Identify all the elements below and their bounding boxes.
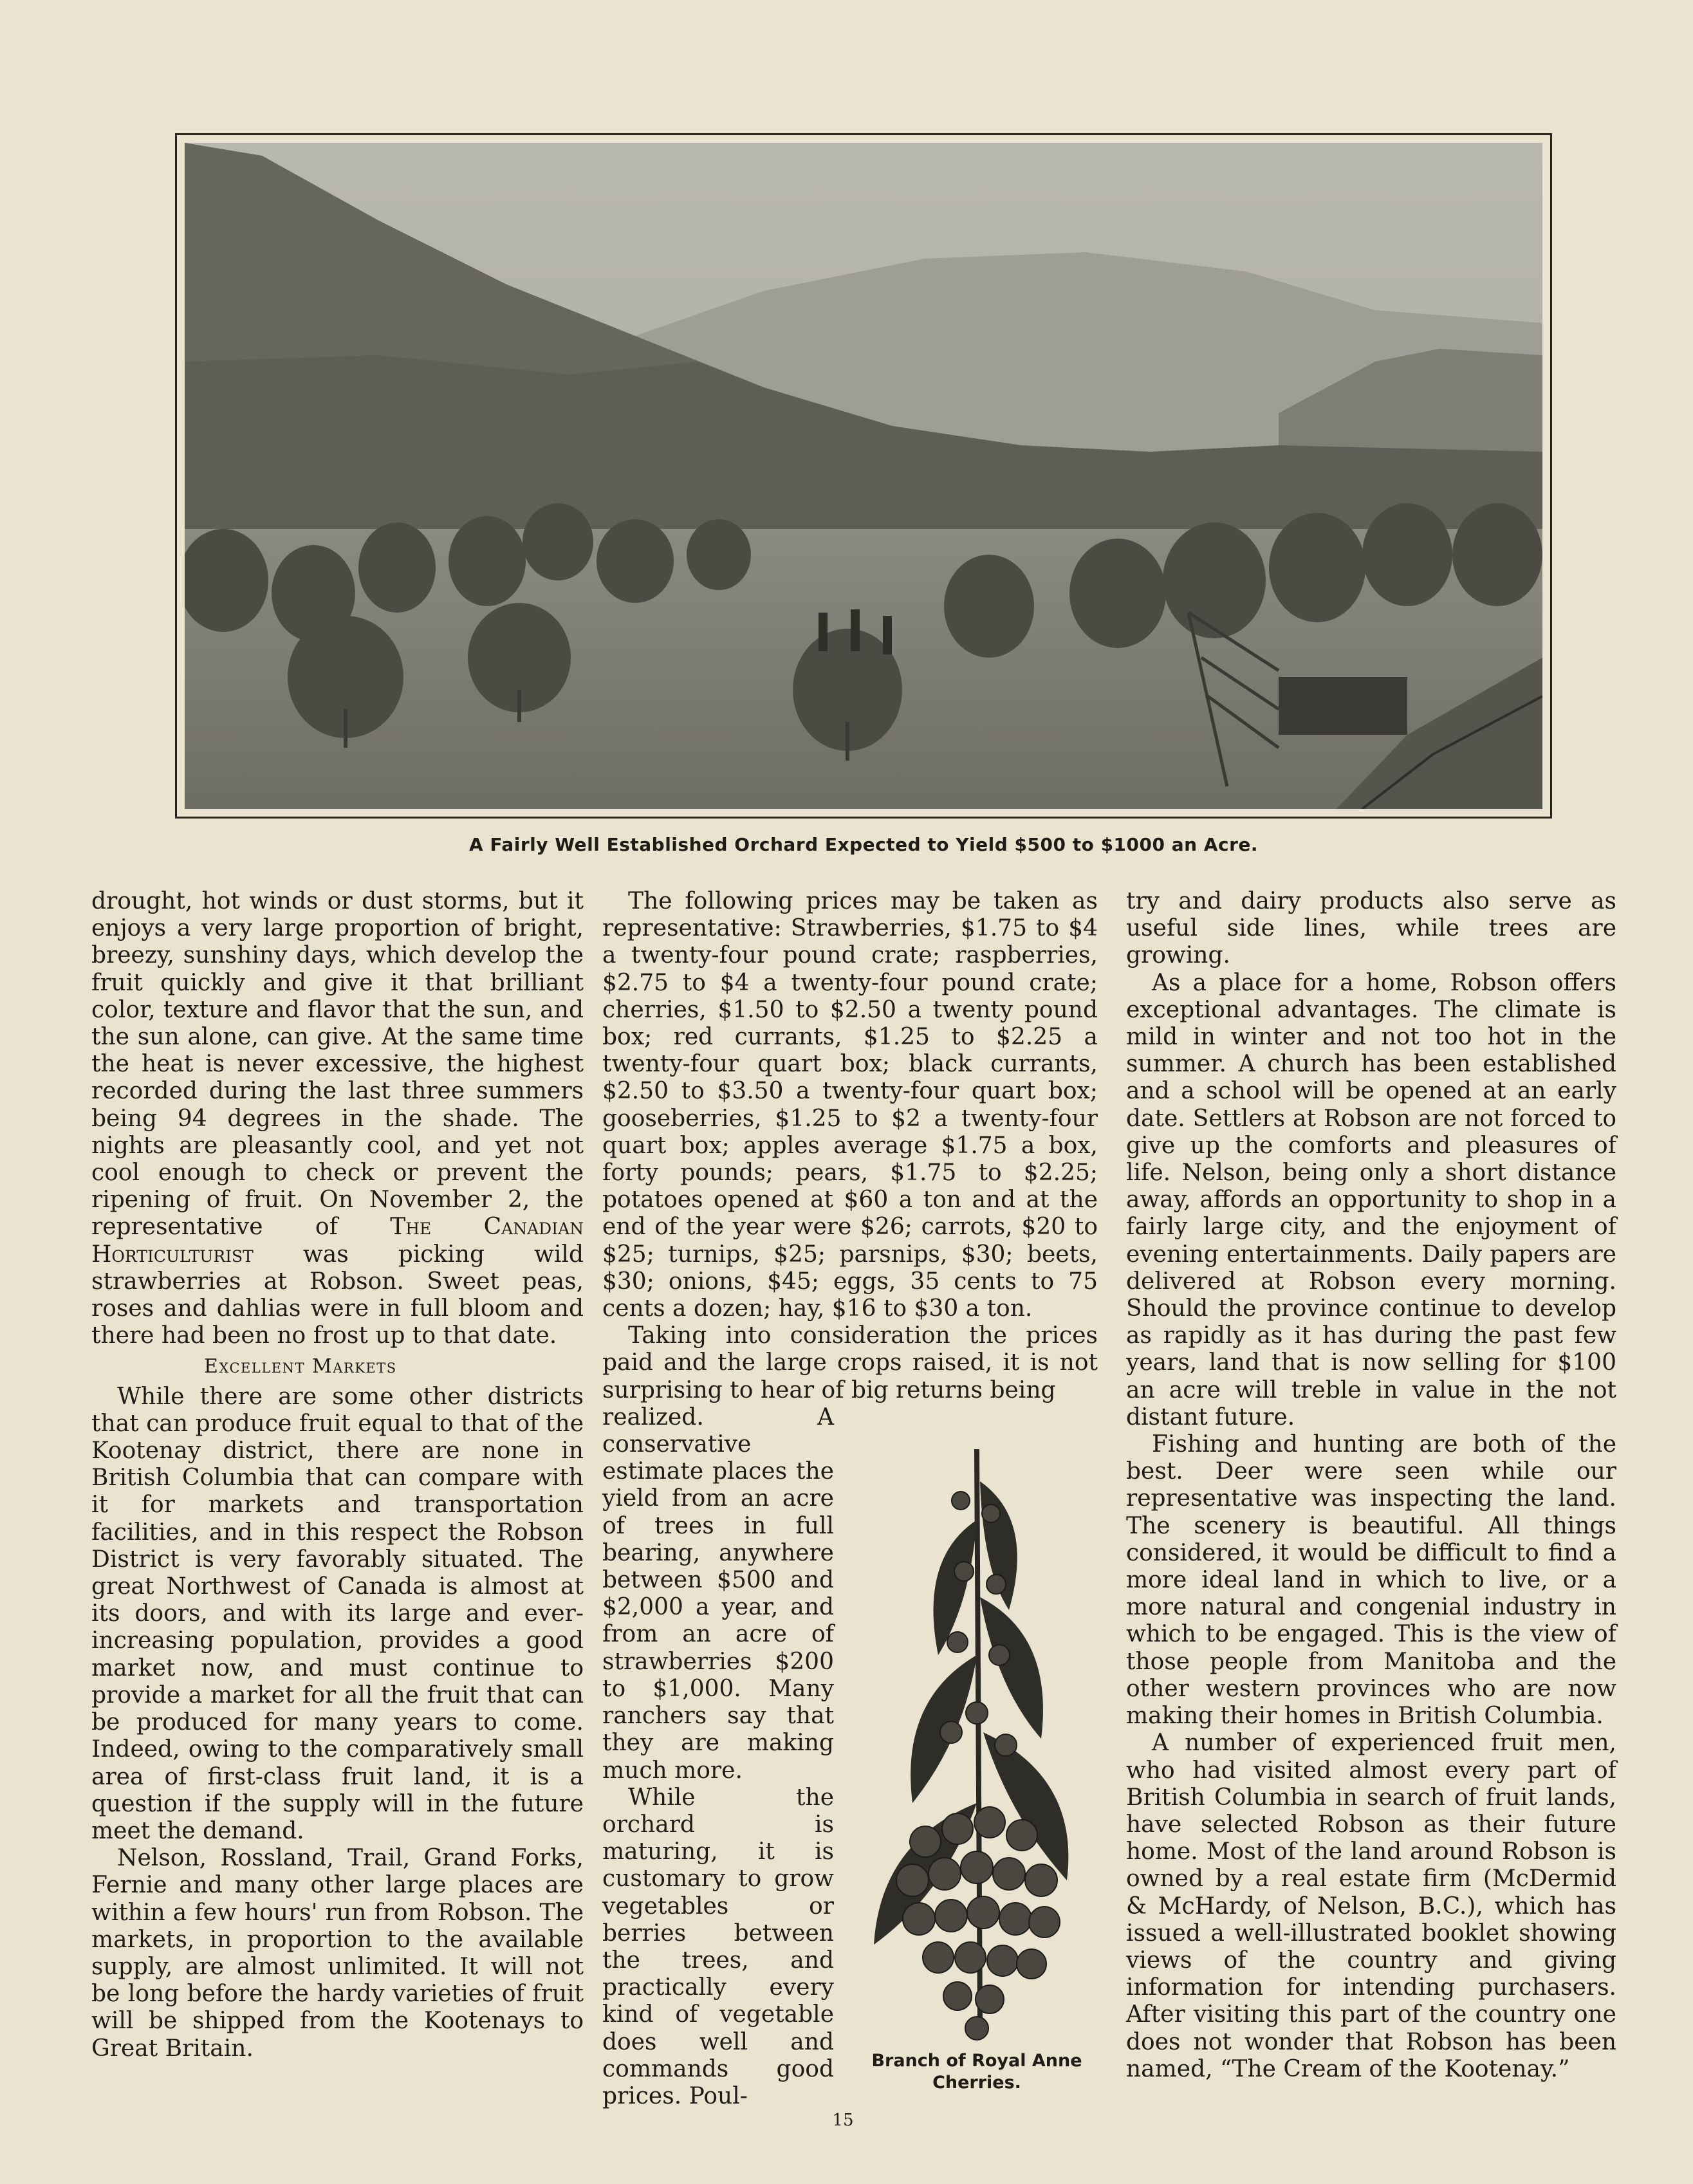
section-heading-excellent-markets: Excellent Markets — [204, 1355, 397, 1378]
col1-p1-end: was picking wild strawberries at Robson. Sweet peas, roses and dahlias were in full bloom and there had been no frost up to that date. — [91, 1241, 584, 1349]
col3-paragraph-2: As a place for a home, Robson offers exceptional advantages. The climate is mild in winter and not too hot in the summer. A church has been established and a school will be opened at an early date. Settlers at Robson are not forced to give up the comforts and pleasures of life. Nelson, being only a short distance away, affords an opportunity to shop in a fairly large city, and the enjoyment of evening entertainments. Daily papers are delivered at Robson every morning. Should the province continue to develop as rapidly as it has during the past few years, land that is now selling for $100 an acre will treble in value in the not distant future. — [1126, 969, 1616, 1430]
orchard-photo-image — [185, 143, 1542, 809]
cherry-branch-image — [848, 1443, 1106, 2060]
col2-paragraph-2: Taking into consideration the prices paid and the large crops raised, it is not surprising to hear of big returns being — [602, 1322, 1098, 1403]
orchard-photo — [185, 143, 1542, 809]
col2-paragraph-2-continued: realized. A conservative estimate places the yield from an acre of trees in full bearing, anywhere between $500 and $2,000 a year, and from an acre of strawberries $200 to $1,000. Many ranchers say that they are making much more. — [602, 1403, 834, 1784]
col2-paragraph-3: While the orchard is maturing, it is customary to grow vegetables or berries between the trees, and practically every kind of vegetable does well and commands good prices. Poul- — [602, 1784, 834, 2109]
col1-p1-text: drought, hot winds or dust storms, but it enjoys a very large proportion of bright, breezy, sunshiny days, which develop the fruit quickly and give it that brilliant color, texture and flavor that the sun, and the sun alone, can give. At the same time the heat is never excessive, the highest recorded during the last three summers being 94 degrees in the shade. The nights are pleasantly cool, and yet not cool enough to check or prevent the ripening of fruit. On November 2, the representative of — [91, 888, 584, 1241]
col3-paragraph-4: A number of experienced fruit men, who had visited almost every part of British Columbia in search of fruit lands, have selected Robson as their future home. Most of the land around Robson is owned by a real estate firm (McDermid & McHardy, of Nelson, B.C.), which has issued a well-illustrated booklet showing views of the country and giving information for intending purchasers. After visiting this part of the country one does not wonder that Robson has been named, “The Cream of the Kootenay.” — [1126, 1730, 1616, 2082]
col2-paragraph-1: The following prices may be taken as representative: Strawberries, $1.75 to $4 a twenty-four pound crate; raspberries, $2.75 to $4 a twenty-four pound crate; cherries, $1.50 to $2.50 a twenty pound box; red currants, $1.25 to $2.25 a twenty-four quart box; black currants, $2.50 to $3.50 a twenty-four quart box; gooseberries, $1.25 to $2 a twenty-four quart box; apples average $1.75 a box, forty pounds; pears, $1.75 to $2.25; potatoes opened at $60 a ton and at the end of the year were $26; carrots, $20 to $25; turnips, $25; parsnips, $30; beets, $30; onions, $45; eggs, 35 cents to 75 cents a dozen; hay, $16 to $30 a ton. — [602, 888, 1098, 1322]
orchard-photo-frame — [175, 133, 1552, 819]
page-number: 15 — [832, 2111, 854, 2130]
journal-name: The Canadian Horticulturist — [91, 1214, 584, 1268]
column-3 — [1126, 888, 1616, 2083]
col1-paragraph-3: Nelson, Rossland, Trail, Grand Forks, Fernie and many other large places are within a few hours' run from Robson. The markets, in proportion to the available supply, are almost unlimited. It will not be long before the hardy varieties of fruit will be shipped from the Kootenays to Great Britain. — [91, 1845, 584, 2062]
col3-paragraph-1: try and dairy products also serve as useful side lines, while trees are growing. — [1126, 888, 1616, 969]
cherry-figure-caption: Branch of Royal Anne Cherries. — [871, 2051, 1082, 2093]
column-1 — [91, 888, 584, 2062]
col1-paragraph-1 — [91, 888, 584, 1349]
col3-paragraph-3: Fishing and hunting are both of the best. Deer were seen while our representative was inspecting the land. The scenery is beautiful. All things considered, it would be difficult to find a more ideal land in which to live, or a more natural and congenial industry in which to be engaged. This is the view of those people from Manitoba and the other western provinces who are now making their homes in British Columbia. — [1126, 1431, 1616, 1730]
cherry-branch-illustration — [848, 1443, 1106, 2060]
photo-caption: A Fairly Well Established Orchard Expected to Yield $500 to $1000 an Acre. — [468, 834, 1259, 855]
col1-paragraph-2: While there are some other districts that can produce fruit equal to that of the Kootenay district, there are none in British Columbia that can compare with it for markets and transportation facilities, and in this respect the Robson District is very favorably situated. The great Northwest of Canada is almost at its doors, and with its large and ever-increasing population, provides a good market now, and must continue to provide a market for all the fruit that can be produced for many years to come. Indeed, owing to the comparatively small area of first-class fruit land, it is a question if the supply will in the future meet the demand. — [91, 1383, 584, 1844]
col2-narrow-text — [602, 1404, 834, 2110]
